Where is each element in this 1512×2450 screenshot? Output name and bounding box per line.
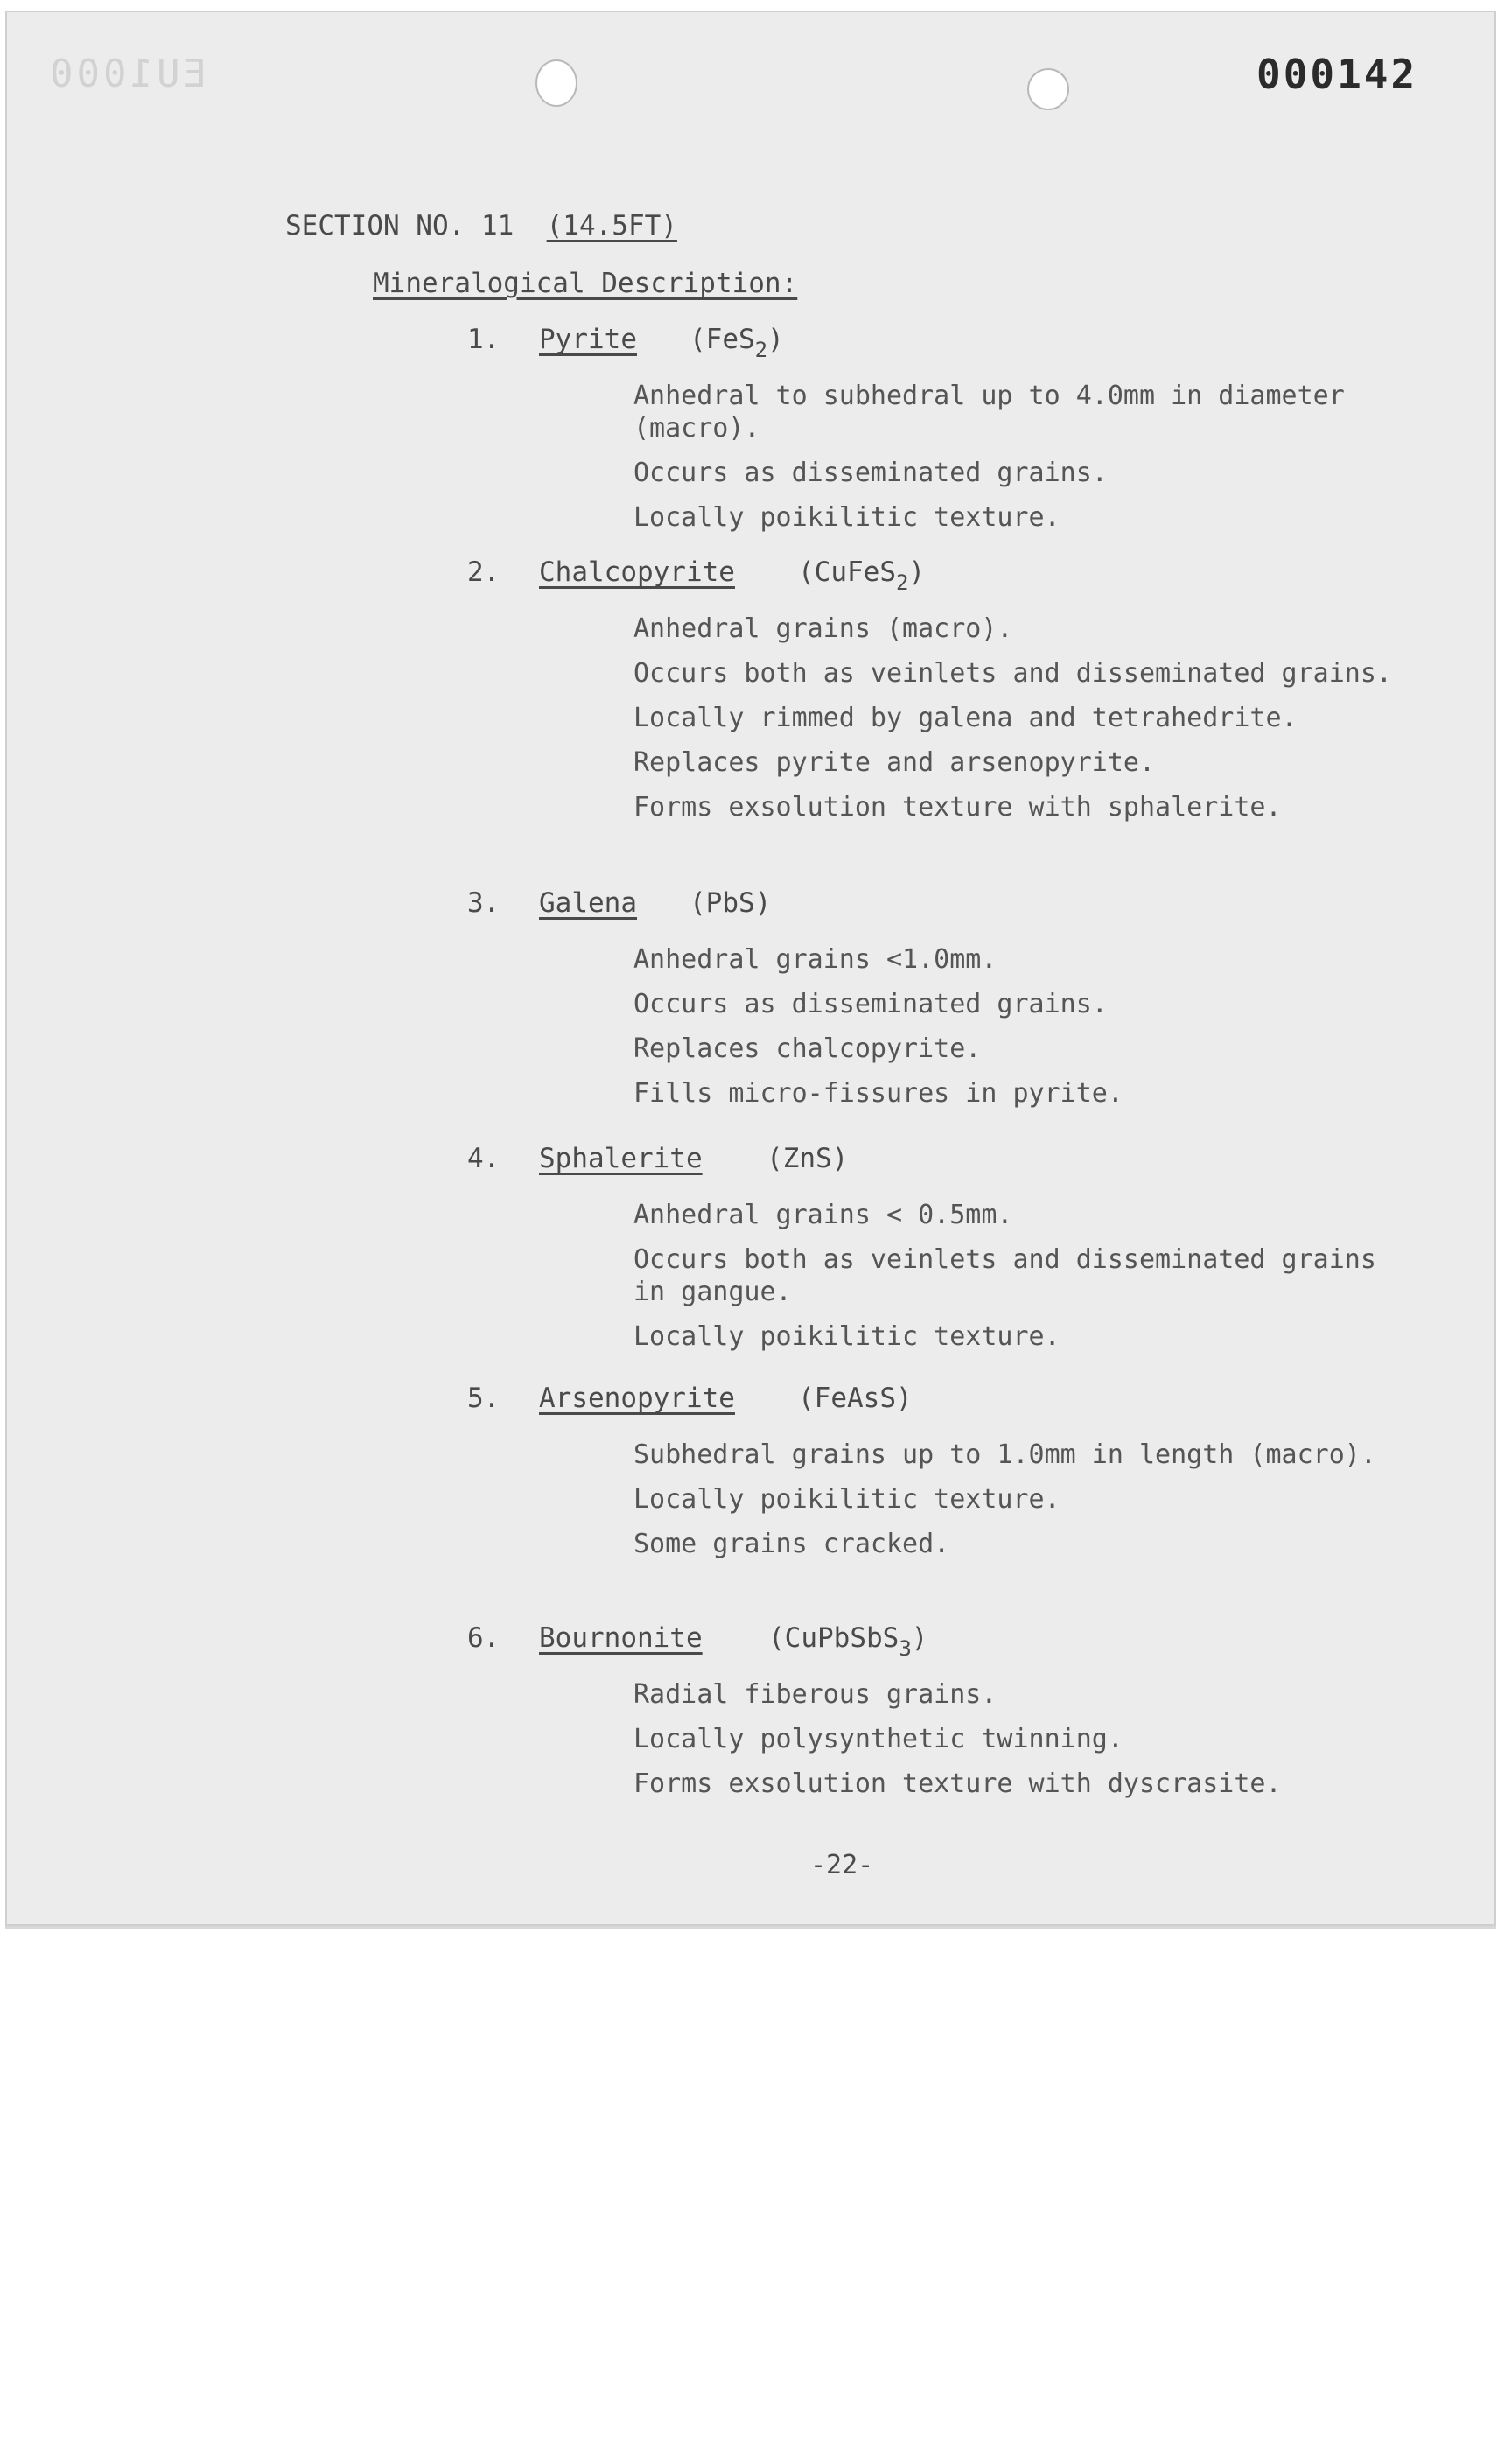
- mineral-number: 6.: [467, 1622, 500, 1654]
- mineral-heading: [467, 556, 1430, 597]
- document-page: [5, 10, 1496, 1926]
- mineral-entry: [467, 324, 1430, 546]
- section-heading: [285, 210, 677, 242]
- mineral-note: Forms exsolution texture with dyscrasite.: [634, 1768, 1282, 1799]
- mineral-notes: [634, 1438, 1404, 1560]
- mineral-note: Anhedral to subhedral up to 4.0mm in diameter (macro).: [634, 381, 1345, 444]
- mineral-note: Occurs as disseminated grains.: [634, 458, 1108, 488]
- mineral-name: Sphalerite: [539, 1143, 703, 1174]
- mineral-heading: [467, 324, 1430, 364]
- mineral-number: 2.: [467, 556, 500, 588]
- mineral-entry: [467, 1382, 1430, 1572]
- mineral-note: Locally polysynthetic twinning.: [634, 1724, 1124, 1754]
- mineral-note: Radial fiberous grains.: [634, 1679, 998, 1710]
- mineral-notes: [634, 1678, 1404, 1800]
- mineral-note: Anhedral grains <1.0mm.: [634, 944, 998, 975]
- mineral-name: Galena: [539, 887, 637, 919]
- mineral-heading: [467, 887, 1430, 928]
- mineral-note: Locally poikilitic texture.: [634, 1321, 1060, 1352]
- mineral-notes: [634, 612, 1404, 823]
- section-label: SECTION NO. 11: [285, 210, 514, 242]
- mineral-heading: [467, 1382, 1430, 1423]
- page-number: -22-: [810, 1850, 874, 1880]
- document-stamp-number: 000142: [1256, 51, 1418, 98]
- mineral-note: Forms exsolution texture with sphalerite.: [634, 792, 1282, 822]
- mineral-number: 1.: [467, 324, 500, 355]
- mineral-notes: [634, 380, 1404, 534]
- mineral-notes: [634, 943, 1404, 1110]
- punch-hole-right: [1027, 68, 1069, 110]
- faded-document-number: EU1000: [46, 52, 206, 96]
- mineral-formula: (FeAsS): [798, 1382, 913, 1414]
- mineral-note: Locally poikilitic texture.: [634, 1484, 1060, 1515]
- mineral-formula: (CuPbSbS$_3$): [768, 1622, 928, 1661]
- mineral-note: Anhedral grains (macro).: [634, 613, 1013, 644]
- mineral-name: Bournonite: [539, 1622, 703, 1654]
- mineral-formula: (CuFeS$_2$): [798, 556, 926, 595]
- mineral-name: Arsenopyrite: [539, 1382, 735, 1414]
- mineral-formula: (FeS$_2$): [690, 324, 784, 362]
- mineral-formula: (PbS): [690, 887, 772, 919]
- mineral-entry: [467, 556, 1430, 836]
- mineral-note: Occurs as disseminated grains.: [634, 989, 1108, 1019]
- mineral-note: Replaces chalcopyrite.: [634, 1033, 982, 1064]
- mineral-note: Subhedral grains up to 1.0mm in length (macro).: [634, 1439, 1376, 1470]
- mineral-note: Anhedral grains < 0.5mm.: [634, 1200, 1013, 1230]
- mineral-note: Occurs both as veinlets and disseminated grains.: [634, 658, 1392, 689]
- mineral-note: Locally poikilitic texture.: [634, 502, 1060, 533]
- mineral-number: 4.: [467, 1143, 500, 1174]
- mineral-number: 5.: [467, 1382, 500, 1414]
- punch-hole-left: [536, 60, 578, 107]
- mineral-entry: [467, 1143, 1430, 1365]
- mineral-note: Locally rimmed by galena and tetrahedrite.: [634, 703, 1298, 733]
- mineral-name: Pyrite: [539, 324, 637, 355]
- section-depth: (14.5FT): [546, 210, 677, 242]
- mineral-number: 3.: [467, 887, 500, 919]
- mineral-note: Occurs both as veinlets and disseminated grains in gangue.: [634, 1244, 1376, 1307]
- mineral-entry: [467, 887, 1430, 1122]
- mineral-name: Chalcopyrite: [539, 556, 735, 588]
- mineral-formula: (ZnS): [766, 1143, 849, 1174]
- mineral-heading: [467, 1622, 1430, 1662]
- mineral-heading: [467, 1143, 1430, 1183]
- mineral-note: Replaces pyrite and arsenopyrite.: [634, 747, 1156, 778]
- mineral-note: Fills micro-fissures in pyrite.: [634, 1078, 1124, 1109]
- mineral-notes: [634, 1199, 1404, 1353]
- mineralogical-description-heading: Mineralogical Description:: [373, 268, 798, 299]
- mineral-note: Some grains cracked.: [634, 1529, 950, 1559]
- mineral-entry: [467, 1622, 1430, 1812]
